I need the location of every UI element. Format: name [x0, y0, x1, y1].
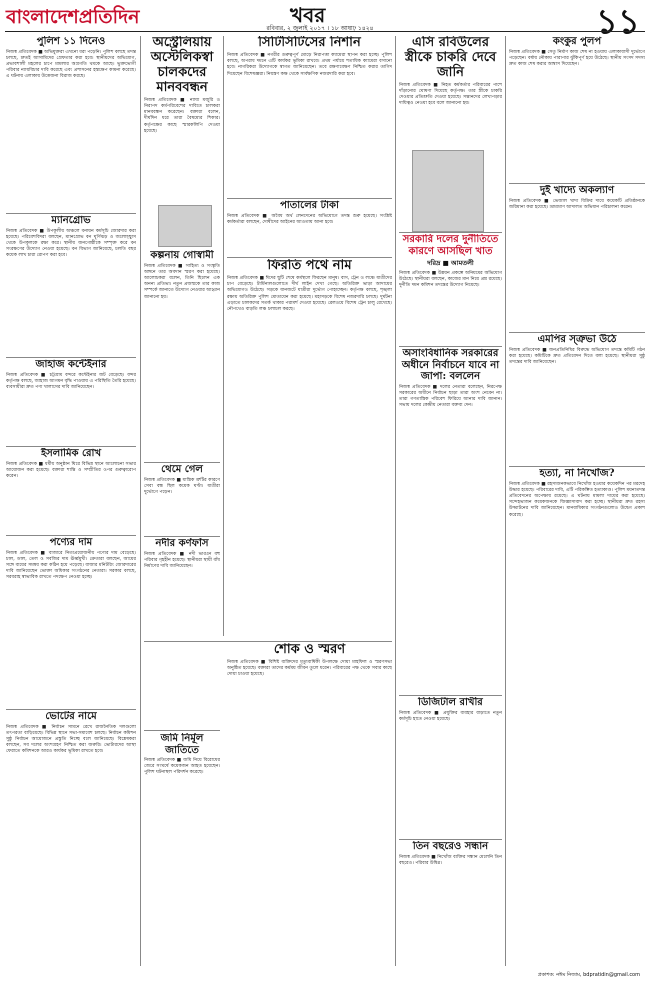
logo-part1: বাংলাদেশ: [6, 6, 79, 28]
article-body: নিজস্ব প্রতিবেদক ■ বাজারে নিত্যপ্রয়োজনীয় পণ্যের দাম বেড়েছে। চাল, ডাল, তেল ও সবজির দাম ঊর্ধ্বমুখী। ক্রেতারা বলছেন, আয়ের সঙ্গে ব্যয়ের সমন্বয় করা কঠিন হয়ে পড়েছে। বাজার মনিটরিং জোরদারের দাবি জানিয়েছেন ভোক্তা অধিকার সংগঠনের নেতারা। সরকার বলছে, সরবরাহ স্বাভাবিক রাখতে পদক্ষেপ নেওয়া হচ্ছে।: [6, 550, 136, 581]
column-divider: [223, 36, 224, 636]
headline: কল্পনায় গোস্বামী: [150, 250, 214, 261]
article-body: নিজস্ব প্রতিবেদক ■ জনপ্রতিনিধির বিরুদ্ধে অভিযোগ তদন্তে কমিটি গঠন করা হয়েছে। কমিটিকে দ্রুত প্রতিবেদন দিতে বলা হয়েছে। স্থানীয়রা সুষ্ঠু তদন্তের দাবি জানিয়েছেন।: [509, 347, 645, 365]
article-body: নিজস্ব প্রতিবেদক ■ বিশিষ্ট ব্যক্তিদের মৃত্যুবার্ষিকী উপলক্ষে দোয়া মাহফিল ও স্মরণসভা অনুষ্ঠিত হয়েছে। বক্তারা তাদের কর্মময় জীবন তুলে ধরেন। পরিবারের পক্ষ থেকে সবার কাছে দোয়া চাওয়া হয়েছে।: [227, 659, 392, 678]
headline: কংকুর পুলপ: [552, 36, 602, 47]
column-divider: [505, 36, 506, 966]
headline: নদীর কর্ণফাঁস: [155, 538, 209, 549]
dateline: রবিবার, ২ জুলাই ২০১৭ । ১৮ আষাঢ় ১৪২৪: [266, 25, 374, 32]
article-theme: [144, 464, 220, 534]
photo-kalpana: [158, 205, 212, 247]
page-number: ১১: [595, 2, 640, 42]
article-mangrove: [6, 215, 136, 355]
article-body: নিজস্ব প্রতিবেদক ■ দলের নেতারা বলেছেন, নিরপেক্ষ সরকারের অধীনে নির্বাচন ছাড়া তারা অংশ নেবেন না। তারা গণতান্ত্রিক পরিবেশ ফিরিয়ে আনার দাবি জানান। সভায় দলের কেন্দ্রীয় নেতারা বক্তব্য দেন।: [399, 384, 502, 409]
article-sorkari: [399, 234, 502, 344]
headline: এমপির স্ত্রুভা উঠে: [537, 334, 617, 345]
separator: [399, 232, 502, 233]
separator: [509, 183, 645, 184]
article-kalpana: [144, 250, 220, 460]
column-divider: [140, 36, 141, 966]
article-shok: [227, 643, 392, 968]
article-body: নিজস্ব প্রতিবেদক ■ রহস্যজনকভাবে নিখোঁজ হওয়ার কয়েকদিন পর মরদেহ উদ্ধার হয়েছে। পরিবারের দাবি, এটি পরিকল্পিত হত্যাকাণ্ড। পুলিশ ময়নাতদন্ত প্রতিবেদনের অপেক্ষায় রয়েছে। এ ঘটনায় মামলা দায়ের করা হয়েছে। সন্দেহভাজন কয়েকজনকে জিজ্ঞাসাবাদ করা হচ্ছে। স্থানীয়রা দ্রুত রহস্য উদ্ঘাটনের দাবি জানিয়েছেন। মানবাধিকার সংগঠনগুলোও উদ্বেগ প্রকাশ করেছে।: [509, 481, 645, 518]
article-body: নিজস্ব প্রতিবেদক ■ উপকূলীয় অঞ্চলে বনায়ন কর্মসূচি জোরদার করা হয়েছে। পরিবেশবিদরা বলছেন, ম্যানগ্রোভ বন ঘূর্ণিঝড় ও জলোচ্ছ্বাস থেকে উপকূলকে রক্ষা করে। স্থানীয় জনগোষ্ঠীকে সম্পৃক্ত করে বন সংরক্ষণের উদ্যোগ নেওয়া হয়েছে। বন বিভাগ জানিয়েছে, চলতি বছর কয়েক লাখ চারা রোপণ করা হবে।: [6, 228, 136, 259]
article-digital: [399, 697, 502, 837]
article-body: নিজস্ব প্রতিবেদক ■ ভেজাল খাদ্য বিক্রির দায়ে কয়েকটি প্রতিষ্ঠানকে জরিমানা করা হয়েছে। ভ্রাম্যমাণ আদালত অভিযান পরিচালনা করেন।: [509, 198, 645, 210]
article-body: নিজস্ব প্রতিবেদক ■ সেতু নির্মাণ কাজ শেষ না হওয়ায় এলাকাবাসী দুর্ভোগে পড়েছেন। বর্ষায় নৌকায় পারাপার ঝুঁকিপূর্ণ হয়ে উঠেছে। স্থানীয় সংসদ সদস্য দ্রুত কাজ শেষ করার আশ্বাস দিয়েছেন।: [509, 49, 645, 67]
article-mp: [509, 334, 645, 464]
article-body: নিজস্ব প্রতিবেদক ■ ঈদের ছুটি শেষে কর্মস্থলে ফিরছেন মানুষ। বাস, ট্রেন ও লঞ্চে যাত্রীদের চাপ বেড়েছে। টার্মিনালগুলোতে দীর্ঘ লাইন দেখা গেছে। অতিরিক্ত ভাড়া আদায়ের অভিযোগও উঠেছে। সড়কে যানজটে যাত্রীরা দুর্ভোগ পোহাচ্ছেন। কর্তৃপক্ষ বলছে, শৃঙ্খলা রক্ষায় অতিরিক্ত পুলিশ মোতায়েন করা হয়েছে। মহাসড়কে বিশেষ নজরদারি চলছে। দুর্ঘটনা এড়াতে চালকদের সতর্ক থাকার পরামর্শ দেওয়া হয়েছে। রেলওয়ে বিশেষ ট্রেন চালু রেখেছে। নৌপথেও বাড়তি লঞ্চ চলাচল করছে।: [227, 275, 392, 312]
article-ponno: [6, 537, 136, 707]
section-title: খবর: [290, 3, 326, 27]
separator: [6, 446, 136, 447]
headline: জাহাজ কন্টেইনার: [35, 359, 107, 370]
article-body: নিজস্ব প্রতিবেদক ■ অভিযুক্তরা এখনো ধরা পড়েনি। পুলিশ বলছে তদন্ত চলছে, দ্রুতই আসামিদের গ্রেফতার করা হবে। স্থানীয়দের অভিযোগ, প্রভাবশালী মহলের চাপে মামলার অগ্রগতি থমকে আছে। ভুক্তভোগী পরিবার ন্যায়বিচার দাবি করেছে এবং প্রশাসনের হস্তক্ষেপ কামনা করেছে। এ ঘটনায় এলাকায় উত্তেজনা বিরাজ করছে।: [6, 49, 136, 80]
article-body: নিজস্ব প্রতিবেদক ■ চট্টগ্রাম বন্দরে কন্টেইনার জট বেড়েছে। বন্দর কর্তৃপক্ষ বলছে, জাহাজ আগমন বৃদ্ধি পাওয়ায় এ পরিস্থিতি তৈরি হয়েছে। ব্যবসায়ীরা দ্রুত পণ্য খালাসের দাবি জানিয়েছেন।: [6, 372, 136, 390]
article-body: নিজস্ব প্রতিবেদক ■ সাহিত্য ও সংস্কৃতি অঙ্গনে তার অবদান স্মরণ করা হয়েছে। আলোচকরা বলেন, তিনি ছিলেন এক অনন্য প্রতিভা। নতুন প্রজন্মকে তার কাজ সম্পর্কে জানাতে উদ্যোগ নেওয়ার আহ্বান জানানো হয়।: [144, 263, 220, 300]
headline: থেমে গেল: [161, 464, 203, 475]
article-body: নিজস্ব প্রতিবেদক ■ জমি নিয়ে বিরোধের জেরে সংঘর্ষে কয়েকজন আহত হয়েছেন। পুলিশ ঘটনাস্থল পরিদর্শন করেছে।: [144, 758, 220, 776]
article-dui: [509, 185, 645, 330]
masthead-rule: [5, 31, 645, 32]
article-body: নিজস্ব প্রতিবেদক ■ অবৈধ অর্থ লেনদেনের অভিযোগে তদন্ত শুরু হয়েছে। সংশ্লিষ্ট কর্মকর্তারা বলছেন, দোষীদের আইনের আওতায় আনা হবে।: [227, 213, 392, 225]
article-body: নিজস্ব প্রতিবেদক ■ নিহত কর্মকর্তার পরিবারের পাশে দাঁড়ানোর ঘোষণা দিয়েছে কর্তৃপক্ষ। তার স্ত্রীকে চাকরি দেওয়ার প্রতিশ্রুতি দেওয়া হয়েছে। সন্তানদের লেখাপড়ার দায়িত্বও নেওয়া হবে বলে জানানো হয়।: [399, 82, 502, 107]
article-police: [6, 36, 136, 211]
headline: ডিজিটাল রাখীর: [418, 697, 483, 708]
article-body: নিজস্ব প্রতিবেদক ■ নগরীর গুরুত্বপূর্ণ মোড়ে নিরাপত্তা ক্যামেরা স্থাপন করা হচ্ছে। পুলিশ বলছে, অপরাধ দমনে এটি কার্যকর ভূমিকা রাখবে। প্রথম পর্যায়ে শতাধিক ক্যামেরা বসানো হবে। নাগরিকরা উদ্যোগকে স্বাগত জানিয়েছেন। তবে রক্ষণাবেক্ষণ নিশ্চিত করার তাগিদ দিয়েছেন বিশেষজ্ঞরা। নিয়ন্ত্রণ কক্ষ থেকে সার্বক্ষণিক নজরদারি করা হবে।: [227, 52, 392, 77]
separator: [6, 535, 136, 536]
separator: [227, 257, 392, 258]
article-body: নিজস্ব প্রতিবেদক ■ উন্নয়ন প্রকল্পে অনিয়মের অভিযোগ উঠেছে। স্থানীয়রা বলছেন, কাজের মান নিয়ে প্রশ্ন রয়েছে। দুর্নীতি দমন কমিশন তদন্তের উদ্যোগ নিয়েছে।: [399, 271, 502, 289]
headline: জমি নির্মূল জাতিতে: [160, 733, 204, 756]
separator: [144, 536, 220, 537]
logo-part2: প্রতিদিন: [78, 6, 140, 28]
article-tin: [399, 841, 502, 966]
article-body: নিজস্ব প্রতিবেদক ■ প্রযুক্তির ব্যবহার বাড়াতে নতুন কর্মসূচি হাতে নেওয়া হয়েছে।: [399, 710, 502, 722]
article-body: নিজস্ব প্রতিবেদক ■ ধর্মীয় অনুষ্ঠান ঘিরে বিভিন্ন স্থানে আলোচনা সভার আয়োজন করা হয়েছে। বক্তারা শান্তি ও সম্প্রীতির ওপর গুরুত্বারোপ করেন।: [6, 461, 136, 479]
article-jomi: [144, 733, 220, 963]
headline: অস্ট্রেলিয়ায় অস্টেলিকস্বা চালকদের মানববন্ধন: [150, 36, 214, 95]
article-australia: [144, 36, 220, 201]
separator: [399, 346, 502, 347]
headline: এসি রবিউলের স্ত্রীকে চাকরি দেবে জানি: [404, 36, 497, 80]
headline: তিন বছরেও সন্ধান: [412, 841, 489, 852]
subheading: দরিদ্র ■ আমতলী: [427, 259, 474, 267]
article-nodi: [144, 538, 220, 628]
headline: ইসলামিক রোখ: [40, 448, 102, 459]
headline: সিটিসিটিসের নিশান: [258, 36, 361, 50]
article-body: নিজস্ব প্রতিবেদক ■ যান্ত্রিক ত্রুটির কারণে সেবা বন্ধ ছিল কয়েক ঘণ্টা। যাত্রীরা দুর্ভোগে পড়েন।: [144, 477, 220, 495]
column-divider: [395, 36, 396, 966]
headline: পণ্যের দাম: [49, 537, 93, 548]
article-body: নিজস্ব প্রতিবেদক ■ নিখোঁজ ব্যক্তির সন্ধান মেলেনি তিন বছরেও। পরিবার উদ্বিগ্ন।: [399, 854, 502, 866]
headline: সরকারি দলের দুর্নীতিতে কারণে আসছিল খাত: [402, 234, 499, 257]
headline: দুই খাদ্যে অকল্যাণ: [539, 185, 614, 196]
separator: [6, 357, 136, 358]
article-body: নিজস্ব প্রতিবেদক ■ ন্যায্য মজুরি ও নিরাপদ কর্মপরিবেশের দাবিতে চালকরা মানববন্ধন করেছেন। বক্তারা বলেন, দীর্ঘদিন ধরে তারা বৈষম্যের শিকার। কর্তৃপক্ষের কাছে স্মারকলিপি দেওয়া হয়েছে।: [144, 97, 220, 134]
article-hotya: [509, 468, 645, 963]
separator: [399, 695, 502, 696]
headline: অসাংবিধানিক সরকারের অধীনে নির্বাচনে যাবে না জাপা: বললেন: [401, 348, 500, 382]
article-islami: [6, 448, 136, 533]
headline: পুলিশ ১১ দিনেও: [36, 36, 106, 47]
separator: [144, 641, 392, 642]
separator: [6, 213, 136, 214]
separator: [144, 730, 220, 731]
article-kankur: [509, 36, 645, 181]
headline: শোক ও স্মরণ: [273, 643, 346, 657]
article-body: নিজস্ব প্রতিবেদক ■ নির্বাচন সামনে রেখে রাজনৈতিক দলগুলো তৎপরতা বাড়িয়েছে। বিভিন্ন স্থানে সভা-সমাবেশ চলছে। নির্বাচন কমিশন সুষ্ঠু নির্বাচন আয়োজনে প্রস্তুতি নিচ্ছে বলে জানিয়েছে। বিশ্লেষকরা বলছেন, সব দলের অংশগ্রহণ নিশ্চিত করা জরুরি। ভোটারদের আস্থা ফেরাতে কমিশনকে আরও কার্যকর ভূমিকা রাখতে হবে।: [6, 724, 136, 755]
article-body: নিজস্ব প্রতিবেদক ■ নদী ভাঙনে বহু পরিবার গৃহহীন হয়েছে। স্থানীয়রা স্থায়ী বাঁধ নির্মাণের দাবি জানিয়েছেন।: [144, 551, 220, 569]
article-patal: [227, 200, 392, 255]
article-osangbidhanik: [399, 348, 502, 548]
headline: ম্যানগ্রোভ: [51, 215, 91, 226]
headline: হত্যা, না নিখোঁজ?: [539, 468, 615, 479]
article-jahaj: [6, 359, 136, 444]
headline: পাতালের টাকা: [280, 200, 339, 211]
headline: ভোটের নামে: [45, 711, 97, 722]
article-cctv: [227, 36, 392, 196]
separator: [399, 839, 502, 840]
separator: [509, 332, 645, 333]
footer-imprint: প্রকাশক: নঈম নিজাম, bdpratidin@gmail.com: [537, 972, 640, 978]
article-voter: [6, 711, 136, 966]
separator: [509, 466, 645, 467]
article-fire: [227, 259, 392, 639]
headline: ফিরতি পথে নাম: [267, 259, 352, 273]
separator: [227, 198, 392, 199]
separator: [6, 709, 136, 710]
photo-eca: [412, 150, 484, 232]
separator: [144, 462, 220, 463]
